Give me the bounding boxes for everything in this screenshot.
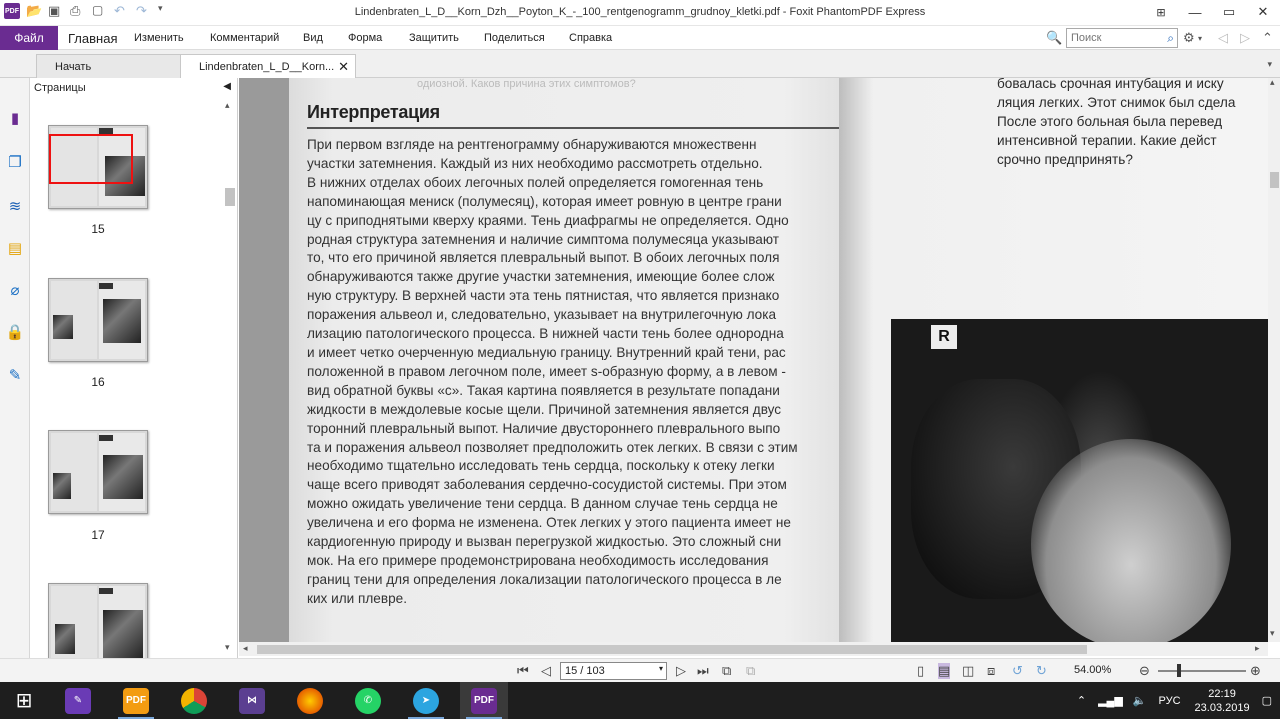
- body-text: [307, 136, 837, 609]
- rotate-right-icon[interactable]: ↻: [1036, 663, 1047, 678]
- continuous-facing-icon[interactable]: ⧈: [987, 663, 996, 678]
- page-thumbnail-17[interactable]: [48, 430, 148, 514]
- right-text-line: После этого больная была перевед: [997, 113, 1223, 129]
- network-icon[interactable]: ▂▄▆: [1098, 695, 1123, 707]
- tab-comment[interactable]: Комментарий: [210, 32, 280, 44]
- xray-side-marker: R: [931, 325, 957, 349]
- taskbar-visual-studio[interactable]: [228, 682, 276, 719]
- save-icon[interactable]: ▣: [48, 3, 61, 18]
- thumb-xray: [53, 473, 71, 499]
- right-text-line: интенсивной терапии. Какие дейст: [997, 132, 1217, 148]
- ribbon-tabs: [58, 26, 639, 50]
- body-text-line: то, что его причиной является плевральный выпот. В обоих легочных поля: [307, 250, 780, 266]
- document-horizontal-scrollbar[interactable]: [239, 642, 1268, 656]
- body-text-line: чаще всего приводят заболевания сердечно-сосудистой системы. При этом: [307, 477, 787, 493]
- tab-view[interactable]: Вид: [303, 32, 323, 44]
- right-text-line: бовалась срочная интубация и иску: [997, 78, 1224, 91]
- tab-share[interactable]: Поделиться: [484, 32, 545, 44]
- close-window-button[interactable]: ✕: [1257, 4, 1269, 19]
- body-text-line: кардиогенную природу и вызван перегрузкой жидкостью. Это сложный сни: [307, 534, 782, 550]
- body-text-line: торонний плевральный выпот. Наличие двустороннего плеврального выпо: [307, 420, 781, 436]
- scroll-thumb[interactable]: [257, 645, 1087, 654]
- pdf-page-spread: [289, 78, 1268, 642]
- zoom-level: 54.00%: [1074, 664, 1112, 676]
- body-text-line: та и поражения альвеол позволяет предположить отек легких. В связи с этим: [307, 439, 798, 455]
- body-text-line: необходимо тщательно исследовать тень сердца, поскольку к отеку легки: [307, 458, 775, 474]
- document-vertical-scrollbar[interactable]: [1268, 78, 1280, 642]
- search-input[interactable]: [1067, 29, 1157, 47]
- body-text-line: напоминающая мениск (полумесяц), которая имеет ровную в центре грани: [307, 193, 782, 209]
- body-text-line: В нижних отделах обоих легочных полей определяется гомогенная тень: [307, 174, 764, 190]
- foxit-phantom-icon: PDF: [471, 688, 497, 714]
- body-text-line: жидкости в междолевые косые щели. Причиной затемнения является двус: [307, 401, 782, 417]
- thumb-header: [99, 588, 113, 594]
- window-controls: [1144, 0, 1280, 24]
- scroll-up-icon[interactable]: ▴: [1270, 77, 1275, 87]
- clock-time: 22:19: [1208, 687, 1236, 700]
- firefox-icon: [297, 688, 323, 714]
- xray-heart-shadow: [1031, 439, 1231, 642]
- body-text-line: ную структуру. В верхней части эта тень пятнистая, что является признако: [307, 288, 780, 304]
- page-thumbnail-18[interactable]: [48, 583, 148, 660]
- section-title: Интерпретация: [307, 102, 440, 122]
- right-column-text: [997, 78, 1257, 170]
- app-logo-icon: PDF: [4, 3, 20, 19]
- next-page-icon[interactable]: ▷: [676, 663, 686, 678]
- thumbnail-label: 15: [91, 222, 105, 236]
- body-text-line: участки затемнения. Каждый из них необходимо рассмотреть отдельно.: [307, 155, 763, 171]
- taskbar-app-purple[interactable]: [54, 682, 102, 719]
- body-text-line: При первом взгляде на рентгенограмму обнаруживаются множественн: [307, 137, 757, 152]
- body-text-line: и имеет четко очерченную медиальную границу. Внутренний край тени, рас: [307, 344, 786, 360]
- next-view-icon[interactable]: ⧉: [746, 663, 756, 678]
- body-text-line: поражения альвеол и, следовательно, указывает на внутрилегочную лока: [307, 307, 777, 323]
- system-tray: [1077, 682, 1272, 719]
- back-arrow-icon[interactable]: ◁: [1218, 30, 1228, 45]
- quick-access-toolbar: [4, 3, 174, 19]
- page-indicator: 15 / 103: [565, 665, 605, 677]
- scroll-right-icon[interactable]: ▸: [1255, 643, 1260, 653]
- taskbar-firefox[interactable]: [286, 682, 334, 719]
- tab-help[interactable]: Справка: [569, 32, 613, 44]
- body-text-line: границ тени для определения локализации патологического процесса в ле: [307, 571, 782, 587]
- thumb-header: [99, 283, 113, 289]
- thumb-xray: [103, 299, 141, 343]
- tab-edit[interactable]: Изменить: [134, 32, 184, 44]
- ribbon-options-icon[interactable]: ⊞: [1156, 6, 1166, 19]
- chest-xray-image: [891, 319, 1268, 642]
- page-thumbnail-16[interactable]: [48, 278, 148, 362]
- undo-icon[interactable]: ↶: [114, 3, 125, 18]
- foxit-reader-icon: PDF: [123, 688, 149, 714]
- thumbnail-label: 17: [91, 528, 105, 542]
- right-text-line: срочно предпринять?: [997, 151, 1133, 167]
- document-view[interactable]: [239, 78, 1268, 642]
- facing-pages-icon[interactable]: ◫: [962, 663, 975, 678]
- redo-icon[interactable]: ↷: [136, 3, 147, 18]
- forward-arrow-icon[interactable]: ▷: [1240, 30, 1250, 45]
- start-button[interactable]: [0, 682, 48, 719]
- taskbar-foxit-reader[interactable]: [112, 682, 160, 719]
- open-folder-icon[interactable]: 📂: [26, 3, 43, 18]
- continuous-page-icon[interactable]: ▤: [938, 663, 951, 678]
- bleed-through-text: одиозной. Каков причина этих симптомов?: [417, 78, 636, 90]
- tab-form[interactable]: Форма: [348, 32, 383, 44]
- body-text-line: положенной в правом легочном поле, имеет s-образную форму, а в левом -: [307, 363, 786, 379]
- tab-start[interactable]: [36, 54, 184, 78]
- ribbon-menu: [0, 26, 1280, 50]
- layers-icon[interactable]: ≋: [8, 198, 22, 215]
- settings-gear-icon[interactable]: ⚙: [1183, 30, 1195, 45]
- thumb-xray: [55, 624, 75, 654]
- minimize-button[interactable]: —: [1188, 4, 1202, 20]
- body-text-line: родная структура затемнения и наличие симптома полумесяца указывают: [307, 231, 779, 247]
- body-text-line: лизацию патологического процесса. В нижней части тень более однородна: [307, 326, 784, 342]
- notifications-icon[interactable]: ▢: [1261, 695, 1272, 707]
- pages-panel-scrollbar[interactable]: [223, 102, 235, 657]
- previous-view-icon[interactable]: ⧉: [722, 663, 732, 678]
- chrome-icon: [181, 688, 207, 714]
- navigation-toolbar: [0, 78, 30, 660]
- zoom-slider[interactable]: [1158, 670, 1246, 672]
- zoom-slider-handle[interactable]: [1177, 664, 1181, 677]
- language-indicator[interactable]: РУС: [1158, 694, 1181, 707]
- scroll-up-icon[interactable]: ▴: [225, 100, 230, 110]
- previous-page-icon[interactable]: ◁: [541, 663, 551, 678]
- page-number-field[interactable]: [560, 662, 667, 680]
- purple-app-icon: ✎: [65, 688, 91, 714]
- clock-date: 23.03.2019: [1194, 701, 1250, 714]
- comments-icon[interactable]: ▤: [7, 240, 23, 257]
- page-thumbnail-15[interactable]: [48, 125, 148, 209]
- document-tabs: [0, 50, 1280, 78]
- chevron-down-icon[interactable]: ▾: [1198, 34, 1203, 43]
- pages-panel: [30, 78, 238, 660]
- close-tab-icon[interactable]: ✕: [338, 59, 349, 74]
- collapse-ribbon-icon[interactable]: ⌃: [1262, 30, 1273, 45]
- body-text-line: вид обратной буквы «с». Такая картина появляется в результате попадани: [307, 382, 780, 398]
- signatures-icon[interactable]: ✎: [8, 367, 22, 384]
- zoom-out-icon[interactable]: ⊖: [1139, 663, 1150, 678]
- body-text-line: ких или плевре.: [307, 590, 407, 606]
- security-lock-icon[interactable]: 🔒: [5, 324, 25, 341]
- find-icon[interactable]: 🔍: [1046, 30, 1063, 45]
- window-title: Lindenbraten_L_D__Korn_Dzh__Poyton_K_-_100_rentgenogramm_grudnoy_kletki.pdf - Foxit PhantomPDF Express: [354, 6, 926, 18]
- body-text-line: обнаруживаются также другие участки затемнения, имеющие более слож: [307, 269, 775, 285]
- tabs-dropdown-icon[interactable]: ▾: [1267, 59, 1272, 69]
- search-field[interactable]: [1066, 28, 1178, 48]
- thumb-header: [99, 435, 113, 441]
- pages-panel-header: [30, 78, 237, 98]
- rotate-left-icon[interactable]: ↺: [1012, 663, 1023, 678]
- thumbnail-viewport-frame[interactable]: [49, 134, 133, 184]
- scroll-down-icon[interactable]: ▾: [225, 642, 230, 652]
- thumb-xray: [103, 610, 143, 658]
- customize-qa-icon[interactable]: ▾: [158, 3, 163, 13]
- tab-home[interactable]: Главная: [68, 30, 118, 46]
- pages-icon[interactable]: ❐: [8, 154, 22, 171]
- print-icon[interactable]: ⎙: [70, 3, 81, 18]
- attachments-icon[interactable]: ⌀: [10, 282, 20, 299]
- thumb-left-page: [51, 433, 97, 511]
- collapse-panel-icon[interactable]: ◀: [223, 81, 231, 92]
- title-underline: [307, 127, 839, 129]
- body-text-line: мок. На его примере продемонстрирована необходимость исследования: [307, 552, 769, 568]
- status-bar: [0, 658, 1280, 682]
- whatsapp-icon: ✆: [355, 688, 381, 714]
- zoom-in-icon[interactable]: ⊕: [1250, 663, 1261, 678]
- taskbar-telegram[interactable]: [402, 682, 450, 719]
- single-page-icon[interactable]: ▯: [917, 663, 925, 678]
- windows-taskbar: [0, 682, 1280, 719]
- menu-file[interactable]: Файл: [0, 26, 58, 50]
- scroll-thumb[interactable]: [1270, 172, 1279, 188]
- last-page-icon[interactable]: ⏭: [697, 663, 709, 678]
- title-bar: [0, 0, 1280, 26]
- body-text-line: можно ожидать увеличение тени сердца. В данном случае тень сердца не: [307, 496, 778, 512]
- thumbnail-label: 16: [91, 375, 105, 389]
- body-text-line: увеличена и его форма не изменена. Отек легких у этого пациента имеет не: [307, 515, 791, 531]
- volume-icon[interactable]: 🔈: [1132, 695, 1147, 707]
- tab-start-label: Начать: [55, 60, 92, 73]
- thumb-xray: [103, 455, 143, 499]
- scroll-down-icon[interactable]: ▾: [1270, 628, 1275, 638]
- tab-document-label: Lindenbraten_L_D__Korn...: [199, 60, 335, 73]
- first-page-icon[interactable]: ⏮: [517, 663, 529, 678]
- taskbar-whatsapp[interactable]: [344, 682, 392, 719]
- tab-document[interactable]: [180, 54, 356, 78]
- visual-studio-icon: ⋈: [239, 688, 265, 714]
- taskbar-foxit-phantom[interactable]: [460, 682, 508, 719]
- bookmarks-icon[interactable]: ▮: [10, 110, 20, 127]
- telegram-icon: ➤: [413, 688, 439, 714]
- right-text-line: ляция легких. Этот снимок был сдела: [997, 94, 1236, 110]
- tray-overflow-icon[interactable]: ⌃: [1076, 695, 1087, 707]
- new-document-icon[interactable]: ▢: [92, 3, 104, 17]
- search-icon[interactable]: ⌕: [1167, 31, 1174, 45]
- windows-logo-icon: ⊞: [15, 690, 33, 712]
- thumb-xray: [53, 315, 73, 339]
- chevron-down-icon[interactable]: ▾: [658, 664, 663, 673]
- tab-protect[interactable]: Защитить: [409, 32, 459, 44]
- scroll-thumb[interactable]: [225, 188, 235, 206]
- body-text-line: цу с приподнятыми кверху краями. Тень диафрагмы не определяется. Одно: [307, 212, 789, 228]
- taskbar-chrome[interactable]: [170, 682, 218, 719]
- clock[interactable]: [1195, 687, 1250, 715]
- maximize-button[interactable]: ▭: [1222, 4, 1236, 19]
- scroll-left-icon[interactable]: ◂: [243, 643, 248, 653]
- pages-panel-title: Страницы: [34, 82, 86, 94]
